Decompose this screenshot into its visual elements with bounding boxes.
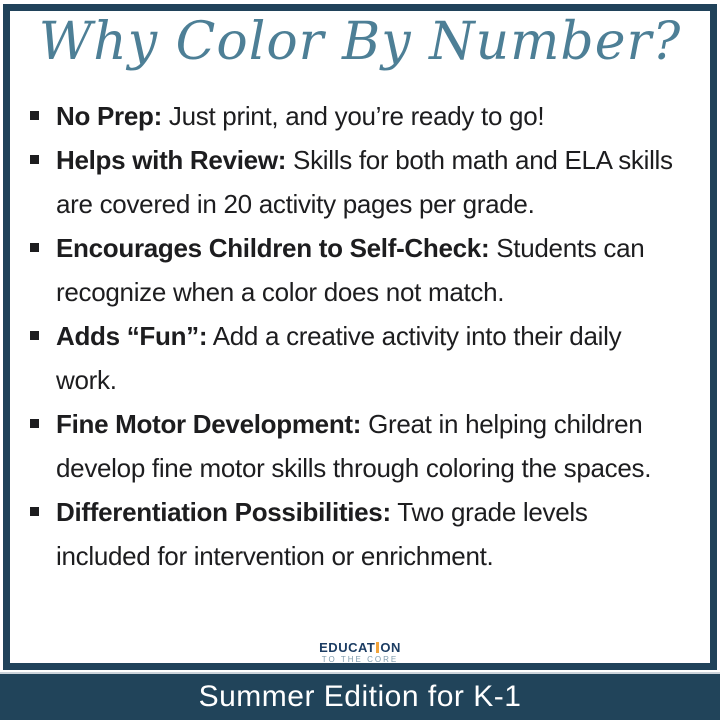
page-title: Why Color By Number?	[38, 12, 682, 72]
list-item	[30, 490, 686, 578]
logo-wordmark-left: EDUCAT	[319, 640, 376, 655]
list-item-lead: Differentiation Possibilities:	[56, 497, 391, 527]
list-item	[30, 138, 686, 226]
list-item-text: Just print, and you’re ready to go!	[168, 101, 545, 131]
list-item-text: Skills for both math and ELA skills are covered in 20 activity pages per grade.	[56, 145, 673, 219]
logo-wordmark	[0, 641, 720, 654]
bullet-icon	[30, 507, 39, 516]
list-item-text: Great in helping children develop fine motor skills through coloring the spaces.	[56, 409, 652, 483]
list-item-lead: Encourages Children to Self-Check:	[56, 233, 490, 263]
logo-wordmark-right: ON	[380, 640, 401, 655]
bullet-icon	[30, 419, 39, 428]
bullet-icon	[30, 111, 39, 120]
brand-logo	[0, 641, 720, 664]
list-item	[30, 94, 686, 138]
list-item-text: Two grade levels included for intervention or enrichment.	[56, 497, 588, 571]
list-item-lead: Fine Motor Development:	[56, 409, 362, 439]
footer-banner	[0, 672, 720, 720]
list-item-lead: Helps with Review:	[56, 145, 287, 175]
list-item	[30, 402, 686, 490]
bullet-icon	[30, 155, 39, 164]
footer-title: Summer Edition for K-1	[198, 680, 522, 713]
bullet-icon	[30, 331, 39, 340]
benefits-list	[30, 94, 686, 578]
list-item	[30, 226, 686, 314]
logo-pencil-icon	[376, 642, 379, 653]
list-item-lead: No Prep:	[56, 101, 162, 131]
list-item-text: Add a creative activity into their daily work.	[56, 321, 622, 395]
logo-tagline: TO THE CORE	[321, 655, 399, 664]
list-item	[30, 314, 686, 402]
list-item-lead: Adds “Fun”:	[56, 321, 208, 351]
bullet-icon	[30, 243, 39, 252]
list-item-text: Students can recognize when a color does not match.	[56, 233, 645, 307]
